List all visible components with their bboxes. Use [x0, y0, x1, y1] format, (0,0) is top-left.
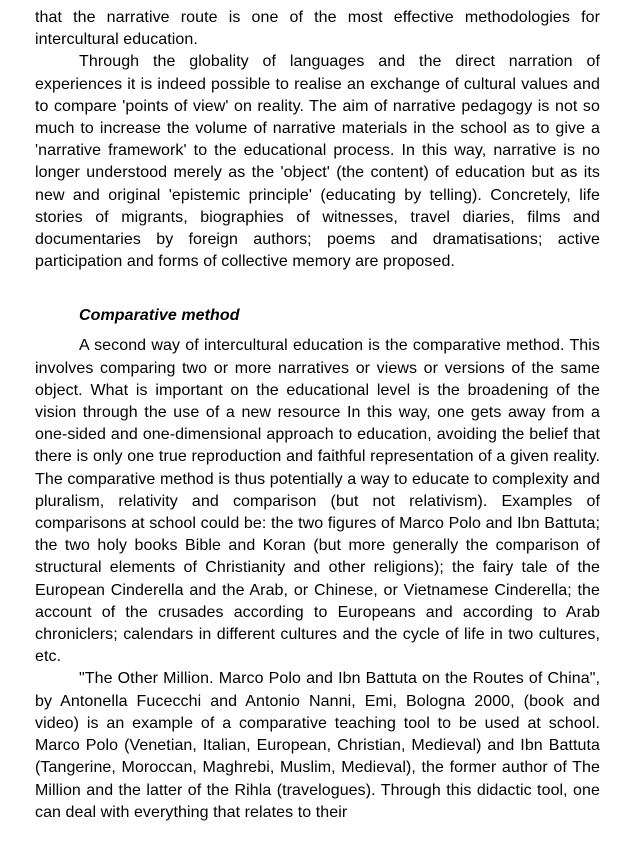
- intro-continuation-paragraph: that the narrative route is one of the most effective methodologies for intercultural education.: [35, 9, 600, 49]
- other-million-paragraph: "The Other Million. Marco Polo and Ibn Battuta on the Routes of China", by Antonella Fucecchi and Antonio Nanni, Emi, Bologna 2000, (book and video) is an example of a comparative teaching tool to be used at school. Marco Polo (Venetian, Italian, European, Christian, Medieval) and Ibn Battuta (Tangerine, Moroccan, Maghrebi, Muslim, Medieval), the former author of The Million and the latter of the Rihla (travelogues). Through this didactic tool, one can deal with everything that relates to their: [35, 670, 600, 821]
- globality-paragraph: Through the globality of languages and the direct narration of experiences it is indeed possible to realise an exchange of cultural values and to compare 'points of view' on reality. The aim of narrative pedagogy is not so much to increase the volume of narrative materials in the school as to give a 'narrative framework' to the educational process. In this way, narrative is no longer understood merely as the 'object' (the content) of education but as its new and original 'epistemic principle' (educating by telling). Concretely, life stories of migrants, biographies of witnesses, travel diaries, films and documentaries by foreign authors; poems and dramatisations; active participation and forms of collective memory are proposed.: [35, 53, 600, 271]
- section-heading-comparative-method: Comparative method: [79, 307, 240, 325]
- comparative-method-paragraph: A second way of intercultural education is the comparative method. This involves comparing two or more narratives or views or versions of the same object. What is important on the educational level is the broadening of the vision through the use of a new resource In this way, one gets away from a one-sided and one-dimensional approach to education, avoiding the belief that there is only one true reproduction and faithful representation of a given reality. The comparative method is thus potentially a way to educate to complexity and pluralism, relativity and comparison (but not relativism). Examples of comparisons at school could be: the two figures of Marco Polo and Ibn Battuta; the two holy books Bible and Koran (but more generally the comparison of structural elements of Christianity and other religions); the fairy tale of the European Cinderella and the Arab, or Chinese, or Vietnamese Cinderella; the account of the crusades according to Europeans and according to Arab chroniclers; calendars in different cultures and the cycle of life in two cultures, etc.: [35, 337, 600, 666]
